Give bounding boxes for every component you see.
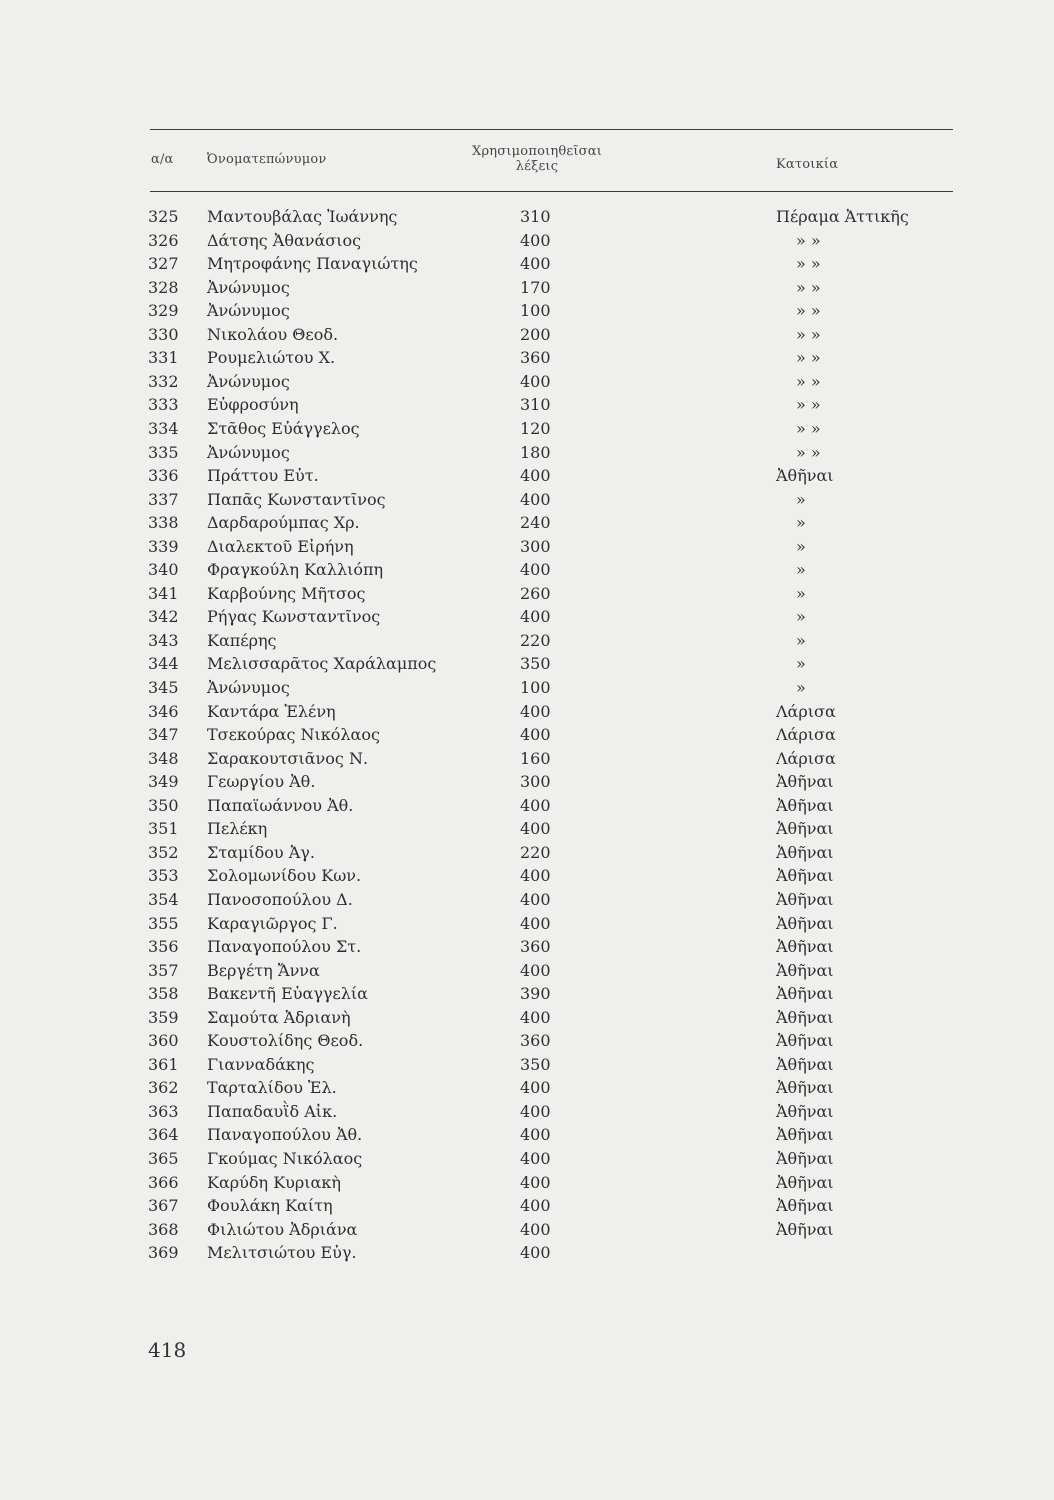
row-residence: Ἀθῆναι — [776, 795, 834, 815]
row-number: 360 — [148, 1031, 179, 1051]
row-number: 340 — [148, 560, 179, 580]
row-residence: » » — [796, 395, 821, 415]
row-residence: Ἀθῆναι — [776, 772, 834, 792]
row-name: Εὐφροσύνη — [207, 395, 299, 415]
row-words: 260 — [520, 583, 551, 603]
row-name: Καρύδη Κυριακὴ — [207, 1172, 341, 1192]
table-row — [0, 323, 1054, 346]
table-row — [0, 582, 1054, 605]
table-row — [0, 252, 1054, 275]
row-name: Δάτσης Ἀθανάσιος — [207, 230, 362, 250]
row-words: 400 — [520, 866, 551, 886]
row-number: 367 — [148, 1196, 179, 1216]
row-name: Ἀνώνυμος — [207, 442, 290, 462]
row-words: 400 — [520, 560, 551, 580]
table-row — [0, 864, 1054, 887]
row-name: Ρήγας Κωνσταντῖνος — [207, 607, 381, 627]
row-number: 326 — [148, 230, 179, 250]
row-number: 338 — [148, 513, 179, 533]
row-words: 400 — [520, 1101, 551, 1121]
row-words: 400 — [520, 1125, 551, 1145]
row-residence: Λάρισα — [776, 748, 836, 768]
row-residence: Ἀθῆναι — [776, 1007, 834, 1027]
row-name: Τσεκούρας Νικόλαος — [207, 725, 380, 745]
row-name: Γεωργίου Ἀθ. — [207, 772, 316, 792]
table-row — [0, 1053, 1054, 1076]
row-name: Καπέρης — [207, 630, 277, 650]
row-words: 400 — [520, 1149, 551, 1168]
table-row — [0, 817, 1054, 840]
table-row — [0, 464, 1054, 487]
row-number: 343 — [148, 630, 179, 650]
row-number: 332 — [148, 371, 179, 391]
row-words: 100 — [520, 678, 551, 697]
table-row — [0, 605, 1054, 628]
row-name: Σαρακουτσιᾶνος Ν. — [207, 748, 369, 768]
row-name: Γιανναδάκης — [207, 1054, 315, 1074]
row-name: Βεργέτη Ἄννα — [207, 960, 320, 980]
row-words: 400 — [520, 725, 551, 745]
table-row — [0, 205, 1054, 228]
row-name: Κουστολίδης Θεοδ. — [207, 1031, 364, 1051]
row-name: Μελιτσιώτου Εὐγ. — [207, 1243, 357, 1263]
row-words: 310 — [520, 395, 551, 415]
row-words: 400 — [520, 701, 551, 721]
row-residence: Ἀθῆναι — [776, 1149, 834, 1168]
row-residence: Ἀθῆναι — [776, 842, 834, 862]
row-number: 354 — [148, 889, 179, 909]
table-row — [0, 299, 1054, 322]
table-row — [0, 935, 1054, 958]
row-words: 180 — [520, 442, 551, 462]
row-name: Ρουμελιώτου Χ. — [207, 348, 336, 368]
row-words: 400 — [520, 1196, 551, 1216]
row-residence: » — [796, 607, 806, 627]
row-number: 348 — [148, 748, 179, 768]
table-row — [0, 1100, 1054, 1123]
row-number: 333 — [148, 395, 179, 415]
column-header-residence: Κατοικία — [776, 157, 839, 172]
row-name: Σταμίδου Ἀγ. — [207, 842, 315, 862]
table-row — [0, 1123, 1054, 1146]
table-row — [0, 676, 1054, 699]
row-number: 325 — [148, 207, 179, 226]
table-row — [0, 1006, 1054, 1029]
row-residence: » — [796, 560, 806, 580]
row-residence: Ἀθῆναι — [776, 913, 834, 933]
row-words: 400 — [520, 254, 551, 274]
row-words: 300 — [520, 536, 551, 556]
row-words: 390 — [520, 984, 551, 1004]
row-name: Παναγοπούλου Ἀθ. — [207, 1125, 363, 1145]
table-row — [0, 1029, 1054, 1052]
table-row — [0, 417, 1054, 440]
row-name: Φουλάκη Καίτη — [207, 1196, 333, 1216]
row-number: 353 — [148, 866, 179, 886]
row-number: 330 — [148, 324, 179, 344]
row-name: Σαμούτα Ἀδριανὴ — [207, 1007, 351, 1027]
row-words: 400 — [520, 960, 551, 980]
row-residence: » — [796, 489, 806, 509]
row-words: 300 — [520, 772, 551, 792]
column-header-name: Ὀνοματεπώνυμον — [207, 152, 327, 167]
row-name: Διαλεκτοῦ Εἰρήνη — [207, 536, 354, 556]
row-residence: Ἀθῆναι — [776, 1219, 834, 1239]
row-residence: Ἀθῆναι — [776, 937, 834, 957]
row-name: Καντάρα Ἑλένη — [207, 701, 336, 721]
row-words: 400 — [520, 466, 551, 486]
row-words: 360 — [520, 1031, 551, 1051]
row-number: 356 — [148, 937, 179, 957]
row-name: Μελισσαρᾶτος Χαράλαμπος — [207, 654, 437, 674]
row-words: 400 — [520, 371, 551, 391]
column-header-number: α/α — [151, 152, 174, 167]
row-number: 363 — [148, 1101, 179, 1121]
row-name: Στᾶθος Εὐάγγελος — [207, 418, 360, 438]
row-residence: Ἀθῆναι — [776, 960, 834, 980]
row-name: Παναγοπούλου Στ. — [207, 937, 362, 957]
row-name: Παπᾶς Κωνσταντῖνος — [207, 489, 386, 509]
row-residence: » — [796, 513, 806, 533]
row-residence: » » — [796, 230, 821, 250]
table-row — [0, 370, 1054, 393]
table-row — [0, 629, 1054, 652]
row-words: 360 — [520, 937, 551, 957]
row-number: 358 — [148, 984, 179, 1004]
row-number: 369 — [148, 1243, 179, 1263]
row-number: 359 — [148, 1007, 179, 1027]
row-words: 400 — [520, 489, 551, 509]
row-residence: Ἀθῆναι — [776, 866, 834, 886]
row-words: 400 — [520, 1219, 551, 1239]
row-name: Ταρταλίδου Ἑλ. — [207, 1078, 337, 1098]
row-residence: Πέραμα Ἀττικῆς — [776, 207, 909, 226]
row-number: 345 — [148, 678, 179, 697]
row-name: Ἀνώνυμος — [207, 678, 290, 697]
table-row — [0, 982, 1054, 1005]
row-number: 347 — [148, 725, 179, 745]
row-residence: Ἀθῆναι — [776, 466, 834, 486]
table-row — [0, 1076, 1054, 1099]
row-name: Πράττου Εὐτ. — [207, 466, 319, 486]
row-number: 365 — [148, 1149, 179, 1168]
row-name: Ἀνώνυμος — [207, 277, 290, 297]
row-residence: » — [796, 583, 806, 603]
table-row — [0, 700, 1054, 723]
row-name: Γκούμας Νικόλαος — [207, 1149, 363, 1168]
row-number: 341 — [148, 583, 179, 603]
row-name: Δαρδαρούμπας Χρ. — [207, 513, 360, 533]
row-name: Καρβούνης Μῆτσος — [207, 583, 366, 603]
table-row — [0, 959, 1054, 982]
row-number: 336 — [148, 466, 179, 486]
row-residence: Ἀθῆναι — [776, 1172, 834, 1192]
row-number: 355 — [148, 913, 179, 933]
row-number: 352 — [148, 842, 179, 862]
row-number: 362 — [148, 1078, 179, 1098]
row-words: 400 — [520, 607, 551, 627]
row-name: Παπαδαυῒδ Αἰκ. — [207, 1101, 338, 1121]
row-number: 328 — [148, 277, 179, 297]
table-row — [0, 770, 1054, 793]
column-header-words — [462, 144, 612, 174]
table-row — [0, 888, 1054, 911]
row-residence: » » — [796, 301, 821, 321]
column-header-words-line2: λέξεις — [515, 159, 559, 174]
row-name: Παπαϊωάννου Ἀθ. — [207, 795, 354, 815]
row-number: 327 — [148, 254, 179, 274]
row-words: 400 — [520, 889, 551, 909]
row-number: 342 — [148, 607, 179, 627]
row-words: 400 — [520, 819, 551, 839]
row-words: 400 — [520, 913, 551, 933]
row-residence: » » — [796, 254, 821, 274]
row-words: 220 — [520, 842, 551, 862]
row-words: 350 — [520, 654, 551, 674]
row-number: 361 — [148, 1054, 179, 1074]
row-residence: » » — [796, 442, 821, 462]
table-row — [0, 747, 1054, 770]
row-words: 160 — [520, 748, 551, 768]
row-residence: Ἀθῆναι — [776, 1101, 834, 1121]
table-row — [0, 1147, 1054, 1170]
row-residence: » — [796, 536, 806, 556]
row-residence: » » — [796, 371, 821, 391]
page-number: 418 — [148, 1338, 187, 1362]
row-residence: » » — [796, 277, 821, 297]
row-name: Ἀνώνυμος — [207, 371, 290, 391]
row-residence: Ἀθῆναι — [776, 889, 834, 909]
row-words: 400 — [520, 1172, 551, 1192]
row-number: 346 — [148, 701, 179, 721]
row-residence: » » — [796, 324, 821, 344]
row-residence: Ἀθῆναι — [776, 984, 834, 1004]
row-name: Βακεντῆ Εὐαγγελία — [207, 984, 368, 1004]
row-words: 400 — [520, 1243, 551, 1263]
row-words: 400 — [520, 230, 551, 250]
row-words: 310 — [520, 207, 551, 226]
row-words: 240 — [520, 513, 551, 533]
row-number: 339 — [148, 536, 179, 556]
table-row — [0, 535, 1054, 558]
row-name: Πανοσοπούλου Δ. — [207, 889, 353, 909]
row-words: 120 — [520, 418, 551, 438]
row-name: Πελέκη — [207, 819, 268, 839]
row-number: 357 — [148, 960, 179, 980]
row-name: Καραγιῶργος Γ. — [207, 913, 338, 933]
row-number: 334 — [148, 418, 179, 438]
row-number: 335 — [148, 442, 179, 462]
row-words: 350 — [520, 1054, 551, 1074]
table-row — [0, 276, 1054, 299]
table-row — [0, 1241, 1054, 1264]
table-row — [0, 794, 1054, 817]
row-residence: » — [796, 654, 806, 674]
row-number: 366 — [148, 1172, 179, 1192]
row-words: 400 — [520, 1007, 551, 1027]
row-residence: Ἀθῆναι — [776, 1125, 834, 1145]
row-words: 200 — [520, 324, 551, 344]
row-words: 170 — [520, 277, 551, 297]
table-row — [0, 1194, 1054, 1217]
table-row — [0, 558, 1054, 581]
table-row — [0, 723, 1054, 746]
table-row — [0, 393, 1054, 416]
row-number: 329 — [148, 301, 179, 321]
table-row — [0, 229, 1054, 252]
row-residence: Ἀθῆναι — [776, 1078, 834, 1098]
table-row — [0, 912, 1054, 935]
row-number: 364 — [148, 1125, 179, 1145]
row-number: 344 — [148, 654, 179, 674]
row-name: Μαντουβάλας Ἰωάννης — [207, 207, 398, 226]
table-row — [0, 511, 1054, 534]
row-residence: Λάρισα — [776, 725, 836, 745]
table-row — [0, 1218, 1054, 1241]
row-words: 400 — [520, 795, 551, 815]
row-residence: Λάρισα — [776, 701, 836, 721]
table-row — [0, 488, 1054, 511]
row-number: 337 — [148, 489, 179, 509]
row-number: 351 — [148, 819, 179, 839]
row-name: Σολομωνίδου Κων. — [207, 866, 362, 886]
row-number: 350 — [148, 795, 179, 815]
row-words: 360 — [520, 348, 551, 368]
table-row — [0, 652, 1054, 675]
row-words: 400 — [520, 1078, 551, 1098]
row-residence: Ἀθῆναι — [776, 1054, 834, 1074]
row-name: Ἀνώνυμος — [207, 301, 290, 321]
row-residence: Ἀθῆναι — [776, 1031, 834, 1051]
table-row — [0, 441, 1054, 464]
row-words: 220 — [520, 630, 551, 650]
row-name: Μητροφάνης Παναγιώτης — [207, 254, 418, 274]
row-residence: » » — [796, 348, 821, 368]
column-header-words-line1: Χρησιμοποιηθεῖσαι — [472, 144, 602, 159]
table-row — [0, 346, 1054, 369]
row-words: 100 — [520, 301, 551, 321]
row-number: 368 — [148, 1219, 179, 1239]
row-number: 349 — [148, 772, 179, 792]
row-residence: Ἀθῆναι — [776, 1196, 834, 1216]
row-name: Φιλιώτου Ἀδριάνα — [207, 1219, 358, 1239]
row-residence: » — [796, 630, 806, 650]
row-number: 331 — [148, 348, 179, 368]
row-name: Φραγκούλη Καλλιόπη — [207, 560, 384, 580]
top-rule — [150, 129, 953, 130]
table-row — [0, 1171, 1054, 1194]
row-name: Νικολάου Θεοδ. — [207, 324, 339, 344]
row-residence: » » — [796, 418, 821, 438]
row-residence: » — [796, 678, 806, 697]
row-residence: Ἀθῆναι — [776, 819, 834, 839]
header-rule — [150, 191, 953, 192]
table-row — [0, 841, 1054, 864]
